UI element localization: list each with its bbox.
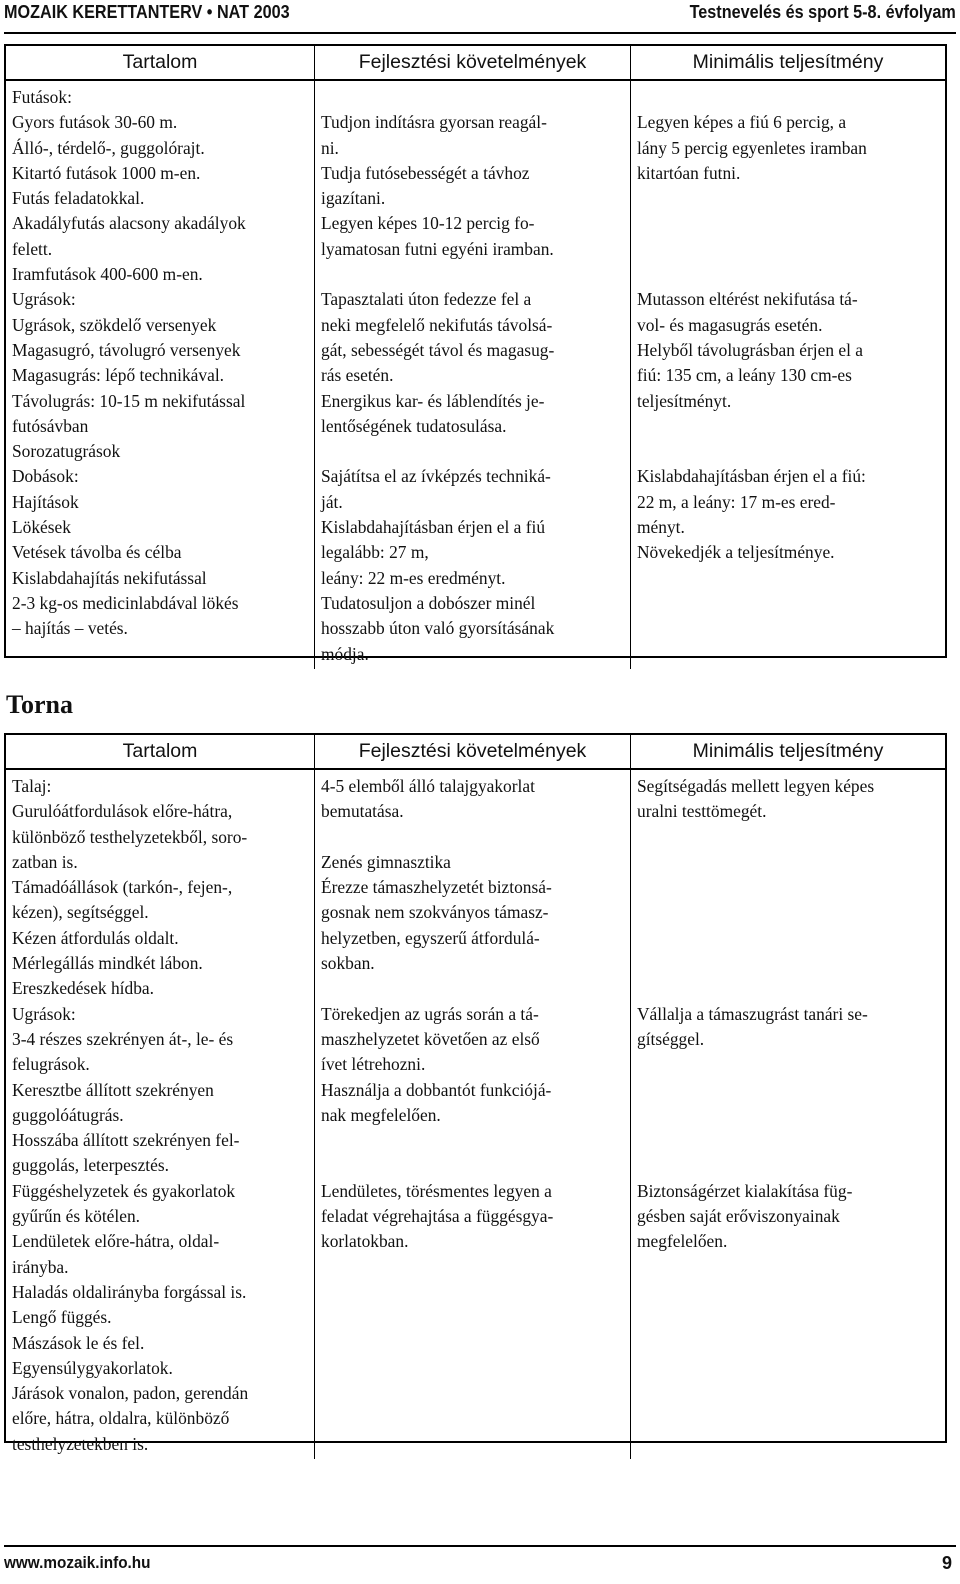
text-line: Ugrások: <box>12 1003 76 1024</box>
text-line <box>321 85 626 110</box>
text-line: helyzetben, egyszerű átfordulá- <box>321 927 540 948</box>
content-cell <box>6 81 315 669</box>
text-line: különböző testhelyzetekből, soro- <box>12 826 248 847</box>
text-line: Akadályfutás alacsony akadályok <box>12 213 246 234</box>
text-line: gyűrűn és kötélen. <box>12 1206 140 1227</box>
text-line: ni. <box>321 137 339 158</box>
text-line: Lökések <box>12 517 71 538</box>
page-header <box>0 0 960 34</box>
text-line <box>637 414 941 439</box>
text-line: felett. <box>12 238 53 259</box>
text-line: teljesítményt. <box>637 390 732 411</box>
text-line <box>637 1128 941 1153</box>
text-line <box>321 439 626 464</box>
text-line: Ereszkedések hídba. <box>12 978 154 999</box>
text-line: futósávban <box>12 415 89 436</box>
text-line: előre, hátra, oldalra, különböző <box>12 1408 230 1429</box>
text-line: Keresztbe állított szekrényen <box>12 1079 214 1100</box>
text-line: Iramfutások 400-600 m-en. <box>12 264 203 285</box>
text-line: bemutatása. <box>321 801 404 822</box>
text-line <box>637 439 941 464</box>
minimum-cell <box>631 81 945 669</box>
text-line: lyamatosan futni egyéni iramban. <box>321 238 554 259</box>
column-header-requirements: Fejlesztési követelmények <box>315 46 631 81</box>
text-line <box>637 1078 941 1103</box>
text-line <box>637 951 941 976</box>
text-line: Egyensúlygyakorlatok. <box>12 1357 173 1378</box>
text-line <box>321 262 626 287</box>
section-title: Torna <box>6 690 73 719</box>
series-title: MOZAIK KERETTANTERV • NAT 2003 <box>4 2 290 22</box>
text-line <box>637 976 941 1001</box>
text-line: ményt. <box>637 517 685 538</box>
text-line: Sajátítsa el az ívképzés techniká- <box>321 466 551 487</box>
content-cell <box>6 770 315 1459</box>
text-line: vol- és magasugrás esetén. <box>637 314 823 335</box>
text-line <box>637 85 941 110</box>
text-line: Kislabdahajításban érjen el a fiú <box>321 517 546 538</box>
text-line: Használja a dobbantót funkciójá- <box>321 1079 552 1100</box>
text-line: Támadóállások (tarkón-, fejen-, <box>12 877 233 898</box>
text-line: rás esetén. <box>321 365 394 386</box>
text-line: Függéshelyzetek és gyakorlatok <box>12 1180 236 1201</box>
text-line: Biztonságérzet kialakítása füg- <box>637 1180 853 1201</box>
text-line: Gurulóátfordulások előre-hátra, <box>12 801 233 822</box>
text-line <box>321 825 626 850</box>
text-line: guggolás, leterpesztés. <box>12 1155 169 1176</box>
column-header-content: Tartalom <box>6 46 315 81</box>
text-line: Tapasztalati úton fedezze fel a <box>321 289 532 310</box>
minimum-cell <box>631 770 945 1459</box>
text-line: 3-4 részes szekrényen át-, le- és <box>12 1028 234 1049</box>
text-line: Ugrások, szökdelő versenyek <box>12 314 217 335</box>
text-line: Magasugró, távolugró versenyek <box>12 339 241 360</box>
text-line <box>637 1103 941 1128</box>
text-line: neki megfelelő nekifutás távolsá- <box>321 314 553 335</box>
text-line: guggolóátugrás. <box>12 1104 124 1125</box>
text-line: Kislabdahajításban érjen el a fiú: <box>637 466 866 487</box>
text-line: gosnak nem szokványos támasz- <box>321 902 549 923</box>
text-line <box>321 1128 626 1153</box>
text-line: 4-5 elemből álló talajgyakorlat <box>321 776 535 796</box>
text-line: Kitartó futások 1000 m-en. <box>12 162 201 183</box>
text-line: maszhelyzetet követően az első <box>321 1028 540 1049</box>
text-line: fiú: 135 cm, a leány 130 cm-es <box>637 365 852 386</box>
text-line: kitartóan futni. <box>637 162 741 183</box>
text-line: Dobások: <box>12 466 79 487</box>
text-line: Érezze támaszhelyzetét biztonsá- <box>321 877 552 898</box>
text-line: zatban is. <box>12 851 78 872</box>
text-line: Talaj: <box>12 776 52 796</box>
text-line: sokban. <box>321 953 375 974</box>
text-line: feladat végrehajtása a függésgya- <box>321 1206 554 1227</box>
curriculum-table-running <box>4 44 947 664</box>
text-line: Futás feladatokkal. <box>12 188 145 209</box>
text-line: Hosszába állított szekrényen fel- <box>12 1130 240 1151</box>
text-line: Futások: <box>12 87 72 107</box>
text-line: uralni testtömegét. <box>637 801 767 822</box>
header-rule <box>4 32 956 34</box>
text-line: igazítani. <box>321 188 386 209</box>
text-line: testhelyzetekben is. <box>12 1433 149 1454</box>
text-line: gésben saját erőviszonyainak <box>637 1206 840 1227</box>
column-header-minimum: Minimális teljesítmény <box>631 735 945 770</box>
text-line: ját. <box>321 491 343 512</box>
text-line: Mutasson eltérést nekifutása tá- <box>637 289 858 310</box>
text-line: Kézen átfordulás oldalt. <box>12 927 179 948</box>
text-line: módja. <box>321 643 369 664</box>
text-line: Távolugrás: 10-15 m nekifutással <box>12 390 246 411</box>
text-line: Magasugrás: lépő technikával. <box>12 365 224 386</box>
text-line <box>637 1052 941 1077</box>
text-line: Tudjon indításra gyorsan reagál- <box>321 112 547 133</box>
text-line <box>637 875 941 900</box>
text-line: Helyből távolugrásban érjen el a <box>637 339 863 360</box>
text-line: Vállalja a támaszugrást tanári se- <box>637 1003 868 1024</box>
text-line <box>321 976 626 1001</box>
text-line: Törekedjen az ugrás során a tá- <box>321 1003 539 1024</box>
text-line: – hajítás – vetés. <box>12 618 128 639</box>
text-line: Legyen képes a fiú 6 percig, a <box>637 112 847 133</box>
text-line: Mérlegállás mindkét lábon. <box>12 953 203 974</box>
page-footer <box>0 1545 960 1584</box>
page-number: 9 <box>941 1553 952 1573</box>
text-line: Energikus kar- és láblendítés je- <box>321 390 545 411</box>
text-line: Vetések távolba és célba <box>12 542 182 563</box>
text-line: Ugrások: <box>12 289 76 310</box>
text-line: lány 5 percig egyenletes iramban <box>637 137 867 158</box>
text-line: Álló-, térdelő-, guggolórajt. <box>12 137 205 158</box>
curriculum-table-gymnastics <box>4 733 947 1454</box>
text-line: Tudatosuljon a dobószer minél <box>321 592 536 613</box>
text-line <box>637 262 941 287</box>
text-line: Tudja futósebességét a távhoz <box>321 162 530 183</box>
text-line: irányba. <box>12 1256 69 1277</box>
text-line <box>637 900 941 925</box>
text-line: lentőségének tudatosulása. <box>321 415 507 436</box>
column-header-requirements: Fejlesztési követelmények <box>315 735 631 770</box>
text-line <box>321 1153 626 1178</box>
text-line <box>637 1153 941 1178</box>
text-line: gítséggel. <box>637 1028 705 1049</box>
text-line: Gyors futások 30-60 m. <box>12 112 178 133</box>
text-line: megfelelően. <box>637 1231 728 1252</box>
text-line: gát, sebességét távol és magasug- <box>321 339 555 360</box>
column-header-minimum: Minimális teljesítmény <box>631 46 945 81</box>
text-line: Legyen képes 10-12 percig fo- <box>321 213 535 234</box>
text-line <box>637 850 941 875</box>
text-line <box>637 186 941 211</box>
text-line: 2-3 kg-os medicinlabdával lökés <box>12 592 239 613</box>
text-line: Lendületek előre-hátra, oldal- <box>12 1231 220 1252</box>
text-line: korlatokban. <box>321 1231 409 1252</box>
text-line: Haladás oldalirányba forgással is. <box>12 1281 247 1302</box>
subject-title: Testnevelés és sport 5-8. évfolyam <box>689 2 956 22</box>
text-line: ívet létrehozni. <box>321 1054 426 1075</box>
text-line: Mászások le és fel. <box>12 1332 145 1353</box>
text-line: Hajítások <box>12 491 79 512</box>
text-line: Lendületes, törésmentes legyen a <box>321 1180 552 1201</box>
text-line: Járások vonalon, padon, gerendán <box>12 1383 249 1404</box>
column-header-content: Tartalom <box>6 735 315 770</box>
text-line <box>637 825 941 850</box>
text-line: felugrások. <box>12 1054 90 1075</box>
text-line <box>637 926 941 951</box>
text-line: Zenés gimnasztika <box>321 851 451 872</box>
text-line: legalább: 27 m, <box>321 542 429 563</box>
text-line <box>637 237 941 262</box>
website-link[interactable]: www.mozaik.info.hu <box>4 1553 151 1572</box>
text-line: Növekedjék a teljesítménye. <box>637 542 835 563</box>
text-line: hosszabb úton való gyorsításának <box>321 618 555 639</box>
text-line <box>637 211 941 236</box>
text-line: kézen), segítséggel. <box>12 902 149 923</box>
requirements-cell <box>315 81 631 669</box>
text-line: 22 m, a leány: 17 m-es ered- <box>637 491 836 512</box>
text-line: Kislabdahajítás nekifutással <box>12 567 207 588</box>
text-line: Sorozatugrások <box>12 441 121 462</box>
footer-rule <box>4 1545 956 1547</box>
text-line: nak megfelelően. <box>321 1104 441 1125</box>
text-line: leány: 22 m-es eredményt. <box>321 567 506 588</box>
text-line: Segítségadás mellett legyen képes <box>637 776 875 796</box>
text-line: Lengő függés. <box>12 1307 112 1328</box>
requirements-cell <box>315 770 631 1459</box>
